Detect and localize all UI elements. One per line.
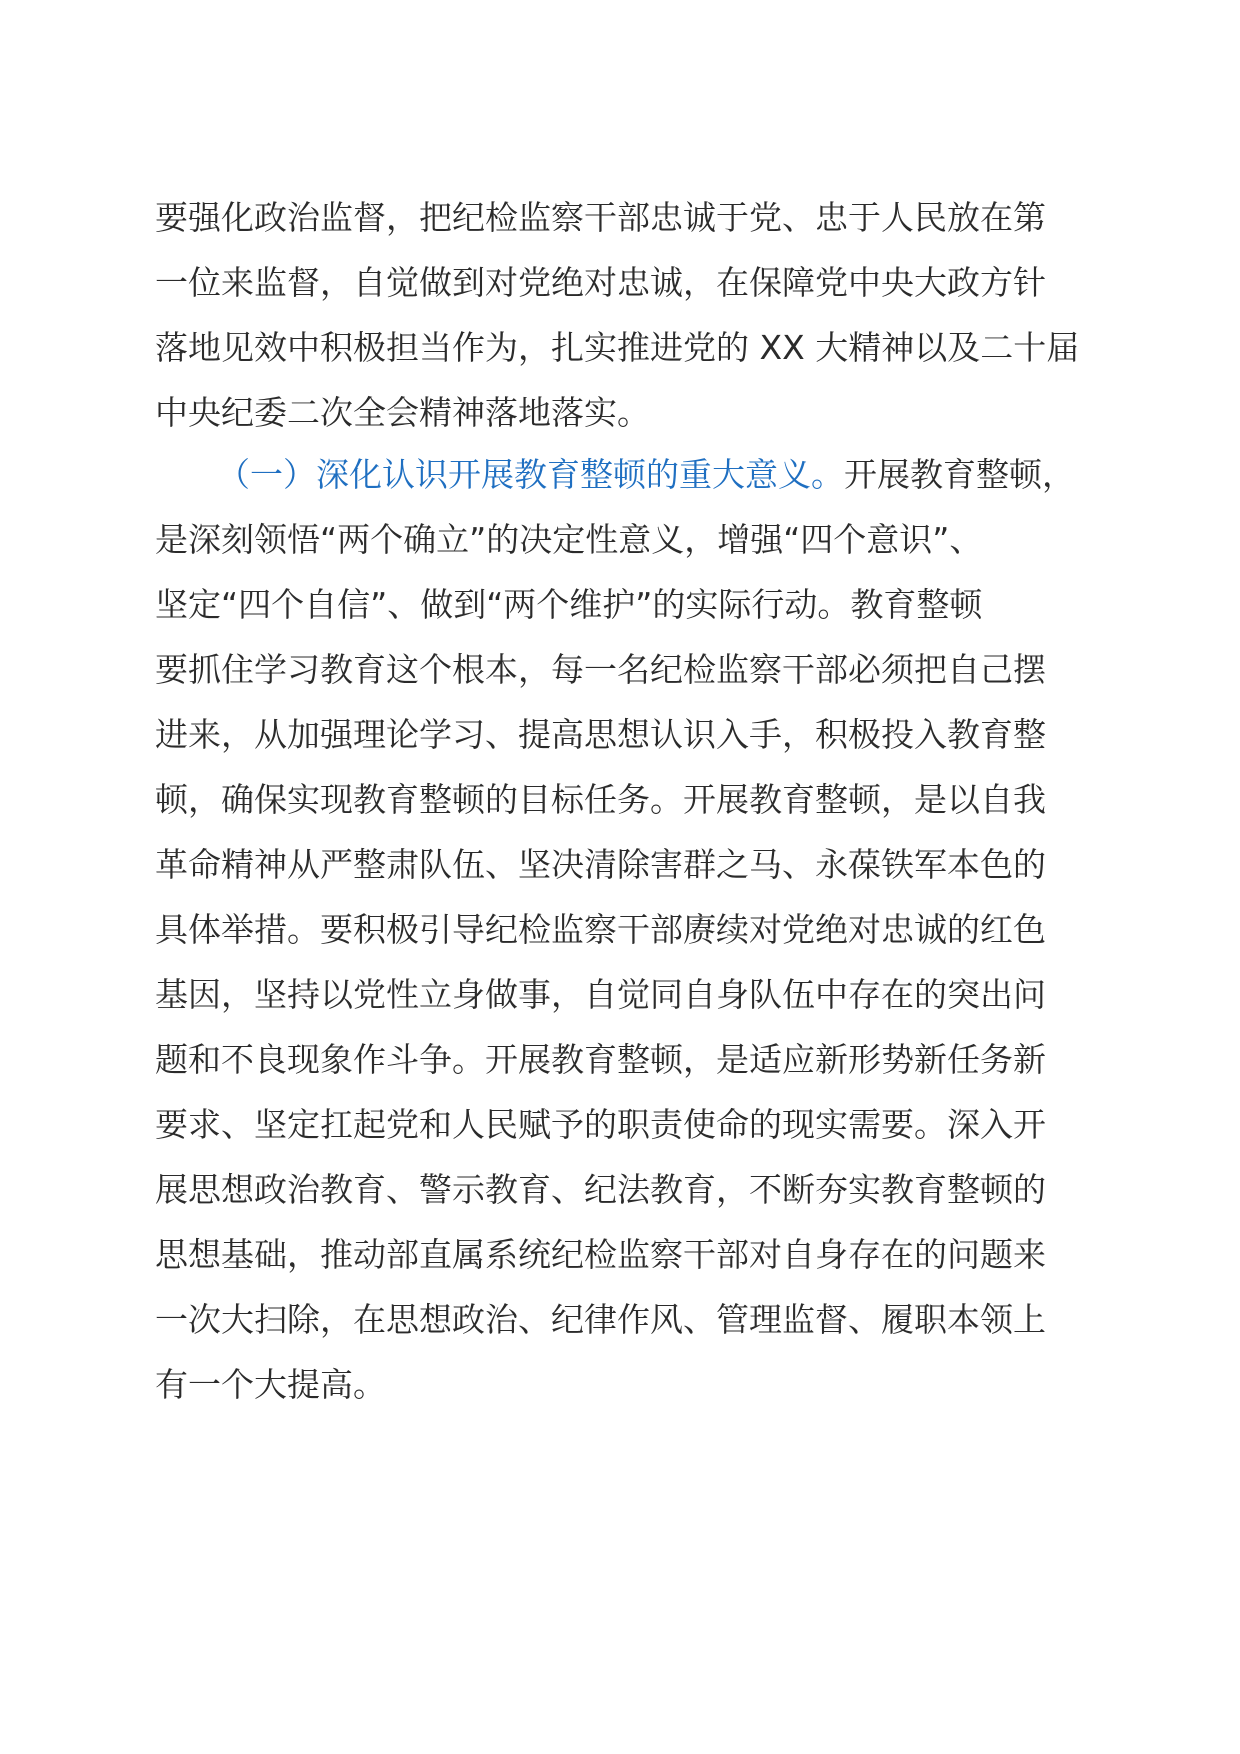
text-line: 落地见效中积极担当作为，扎实推进党的 XX 大精神以及二十届 — [155, 328, 1080, 367]
section-1-heading: （一）深化认识开展教育整顿的重大意义。 — [217, 455, 844, 494]
text-line: 革命精神从严整肃队伍、坚决清除害群之马、永葆铁军本色的 — [155, 845, 1046, 884]
section-1-first-line — [155, 442, 1085, 507]
text-line: 具体举措。要积极引导纪检监察干部赓续对党绝对忠诚的红色 — [155, 910, 1046, 949]
section-1-paragraph — [155, 442, 1085, 1417]
text-line: 一位来监督，自觉做到对党绝对忠诚，在保障党中央大政方针 — [155, 263, 1046, 302]
text-line: 要求、坚定扛起党和人民赋予的职责使命的现实需要。深入开 — [155, 1105, 1046, 1144]
text-line: 题和不良现象作斗争。开展教育整顿，是适应新形势新任务新 — [155, 1040, 1046, 1079]
text-line: 要强化政治监督，把纪检监察干部忠诚于党、忠于人民放在第 — [155, 198, 1046, 237]
paragraph-continuation — [155, 185, 1085, 445]
text-line: 一次大扫除，在思想政治、纪律作风、管理监督、履职本领上 — [155, 1300, 1046, 1339]
text-line: 展思想政治教育、警示教育、纪法教育，不断夯实教育整顿的 — [155, 1170, 1046, 1209]
text-line: 坚定“四个自信”、做到“两个维护”的实际行动。教育整顿 — [155, 585, 983, 624]
text-line: 中央纪委二次全会精神落地落实。 — [155, 393, 650, 432]
text-line: 顿，确保实现教育整顿的目标任务。开展教育整顿，是以自我 — [155, 780, 1046, 819]
text-line: 有一个大提高。 — [155, 1365, 386, 1404]
text-line: 进来，从加强理论学习、提高思想认识入手，积极投入教育整 — [155, 715, 1046, 754]
text-line: 思想基础，推动部直属系统纪检监察干部对自身存在的问题来 — [155, 1235, 1046, 1274]
text-line: 是深刻领悟“两个确立”的决定性意义，增强“四个意识”、 — [155, 520, 983, 559]
text-line: 基因，坚持以党性立身做事，自觉同自身队伍中存在的突出问 — [155, 975, 1046, 1014]
text-line: 要抓住学习教育这个根本，每一名纪检监察干部必须把自己摆 — [155, 650, 1046, 689]
section-1-first-line-text: 开展教育整顿， — [844, 455, 1075, 494]
